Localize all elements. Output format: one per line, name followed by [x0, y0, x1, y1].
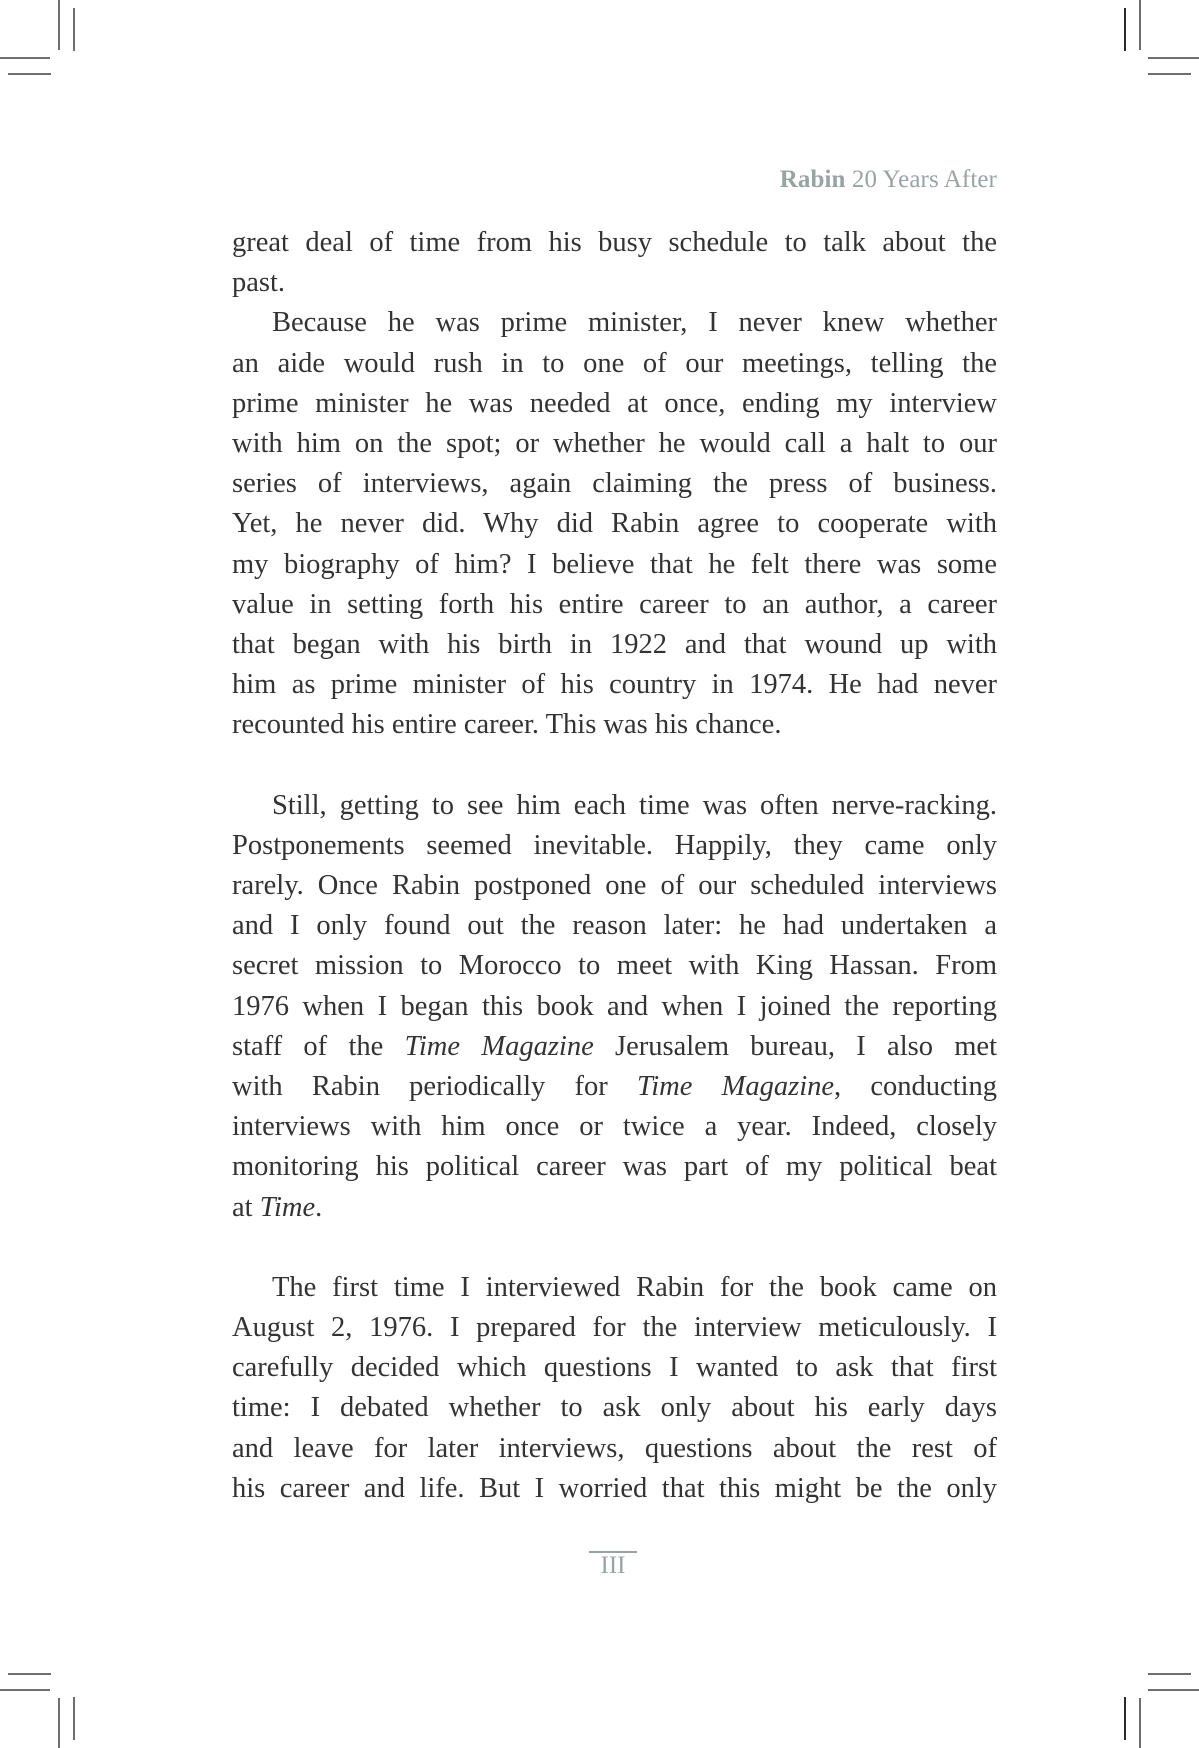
- crop-mark: [1148, 1673, 1191, 1675]
- text-line: secret mission to Morocco to meet with King Hassan. From: [232, 950, 997, 982]
- header-title-rest: 20 Years After: [845, 166, 997, 193]
- text-line: with him on the spot; or whether he would call a halt to our: [232, 427, 997, 459]
- text-span: .: [315, 1191, 323, 1223]
- text-line: his career and life. But I worried that this might be the only: [232, 1472, 997, 1504]
- crop-mark: [1148, 57, 1199, 59]
- text-span: with Rabin periodically for: [232, 1070, 637, 1102]
- crop-mark: [0, 57, 50, 59]
- text-line: August 2, 1976. I prepared for the interview meticulously. I: [232, 1312, 997, 1344]
- crop-mark: [1124, 8, 1126, 51]
- crop-mark: [73, 8, 75, 51]
- text-span: , conducting: [834, 1070, 997, 1102]
- crop-mark: [8, 1673, 51, 1675]
- text-span: Jerusalem bureau, I also met: [593, 1030, 998, 1062]
- text-line: Because he was prime minister, I never knew whether: [272, 307, 997, 339]
- text-line: an aide would rush in to one of our meetings, telling the: [232, 347, 997, 379]
- text-line: interviews with him once or twice a year. Indeed, closely: [232, 1111, 997, 1143]
- crop-mark: [58, 1698, 60, 1748]
- crop-mark: [8, 73, 51, 75]
- crop-mark: [1139, 0, 1141, 50]
- text-line: carefully decided which questions I wanted to ask that first: [232, 1352, 997, 1384]
- crop-mark: [58, 0, 60, 50]
- text-line: monitoring his political career was part of my political beat: [232, 1151, 997, 1183]
- text-line: [232, 1188, 997, 1228]
- text-line: value in setting forth his entire career to an author, a career: [232, 588, 997, 620]
- italic-title: Time Magazine: [636, 1070, 835, 1102]
- header-title-bold: Rabin: [779, 166, 846, 193]
- text-line: time: I debated whether to ask only about his early days: [232, 1392, 997, 1424]
- text-span: staff of the: [232, 1030, 405, 1062]
- italic-title: Time: [259, 1191, 316, 1223]
- page-number: III: [600, 1552, 626, 1579]
- text-line: series of interviews, again claiming the press of business.: [232, 468, 997, 500]
- text-line: and I only found out the reason later: he had undertaken a: [232, 910, 997, 942]
- italic-title: Time Magazine: [404, 1030, 594, 1062]
- text-line: past.: [232, 267, 286, 299]
- text-line: 1976 when I began this book and when I joined the reporting: [232, 990, 997, 1022]
- crop-mark: [1148, 73, 1191, 75]
- text-line: prime minister he was needed at once, ending my interview: [232, 387, 997, 419]
- text-span: at: [232, 1191, 260, 1223]
- text-line: recounted his entire career. This was his chance.: [232, 709, 782, 741]
- paragraph-gap: [232, 745, 997, 785]
- text-line: my biography of him? I believe that he felt there was some: [232, 548, 997, 580]
- text-line: rarely. Once Rabin postponed one of our scheduled interviews: [232, 870, 997, 901]
- text-line: Postponements seemed inevitable. Happily, they came only: [232, 829, 997, 861]
- body-text: [232, 223, 997, 1509]
- crop-mark: [1139, 1698, 1141, 1748]
- text-line: him as prime minister of his country in 1974. He had never: [232, 669, 997, 701]
- crop-mark: [0, 1689, 50, 1691]
- crop-mark: [1148, 1689, 1199, 1691]
- running-header: [780, 166, 997, 194]
- crop-mark: [1124, 1697, 1126, 1740]
- text-line: [232, 1067, 997, 1107]
- text-line: that began with his birth in 1922 and that wound up with: [232, 628, 997, 660]
- paragraph-gap: [232, 1228, 997, 1268]
- text-line: [232, 1027, 997, 1067]
- text-line: Still, getting to see him each time was often nerve-racking.: [272, 789, 997, 821]
- text-line: The first time I interviewed Rabin for the book came on: [272, 1271, 997, 1303]
- text-line: great deal of time from his busy schedule to talk about the: [232, 227, 997, 258]
- text-line: Yet, he never did. Why did Rabin agree to cooperate with: [232, 508, 997, 540]
- crop-mark: [73, 1697, 75, 1740]
- text-line: and leave for later interviews, questions about the rest of: [232, 1432, 997, 1464]
